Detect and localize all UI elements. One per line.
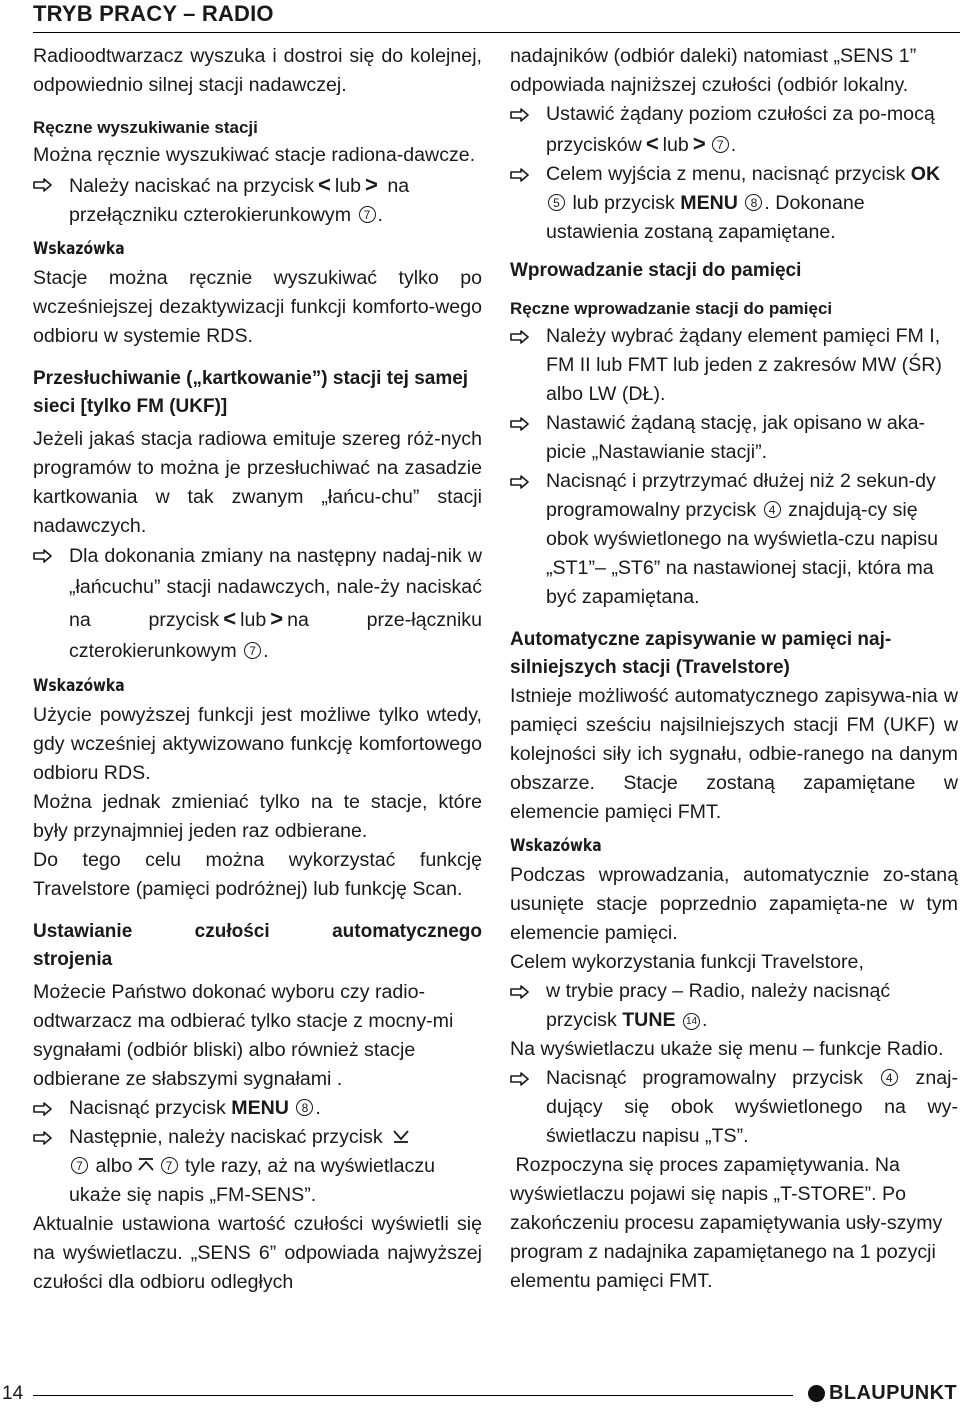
note-text: Użycie powyższej funkcji jest możliwe tylko wtedy, gdy wcześniej aktywizowano funkcję komfortowego odbioru RDS. [33, 704, 482, 784]
sensitivity-text-2: Aktualnie ustawiona wartość czułości wyświetli się na wyświetlaczu. „SENS 6” odpowiada najwyższej czułości dla odbioru odległych [33, 1213, 482, 1293]
right-column [510, 42, 958, 1296]
travelstore-text-2: Celem wykorzystania funkcji Travelstore, [510, 951, 864, 973]
sensitivity-bullet-menu: Nacisnąć przycisk MENU 8 . [33, 1094, 482, 1123]
button-8-badge: 8 [745, 194, 762, 211]
travelstore-bullet-tune: w trybie pracy – Radio, należy nacisnąć przycisk TUNE 14 . [510, 977, 958, 1035]
brand-dot-icon [808, 1385, 825, 1402]
sensitivity-bullet-nav: Następnie, należy naciskać przycisk 7 albo 7 tyle razy, aż na wyświetlaczu ukaże się napis „FM-SENS”. [33, 1123, 482, 1210]
exit-menu-bullet: Celem wyjścia z menu, nacisnąć przycisk OK 5 lub przycisk MENU 8 . Dokonane ustawienia zostaną zapamiętane. [510, 160, 958, 247]
button-8-badge: 8 [296, 1099, 313, 1116]
scan-bullet: Dla dokonania zmiany na następny nadaj-nik w „łańcuchu” stacji nadawczych, nale-ży naciskać na przycisk < lub > na prze-łączniku czterokierunkowym 7 . [33, 541, 482, 667]
note-label: Wskazówka [33, 239, 125, 259]
manual-search-heading: Ręczne wyszukiwanie stacji [33, 118, 258, 137]
hand-arrow-icon [510, 409, 546, 438]
note-label: Wskazówka [510, 836, 602, 856]
manual-search-bullet: Należy naciskać na przycisk < lub > na przełączniku czterokierunkowym 7 . [33, 170, 482, 230]
right-chevron-icon: > [365, 172, 378, 197]
page-header [33, 0, 960, 33]
button-7-badge: 7 [71, 1157, 88, 1174]
note-text: Podczas wprowadzania, automatycznie zo-staną usunięte stacje poprzednio zapamięta-ne w tym elemencie pamięci. [510, 864, 958, 944]
button-4-badge: 4 [881, 1069, 898, 1086]
memory-bullet-1: Należy wybrać żądany element pamięci FM I, FM II lub FMT lub jeden z zakresów MW (ŚR) albo LW (DŁ). [510, 322, 958, 409]
intro-text: Radioodtwarzacz wyszuka i dostroi się do kolejnej, odpowiednio silnej stacji nadawczej. [33, 45, 482, 96]
up-arrow-icon [137, 1155, 155, 1177]
travelstore-text-3: Na wyświetlaczu ukaże się menu – funkcje Radio. [510, 1038, 944, 1060]
menu-key-label: MENU [680, 192, 738, 214]
note-label: Wskazówka [33, 676, 125, 696]
sensitivity-level-bullet: Ustawić żądany poziom czułości za po-mocą przycisków < lub > 7 . [510, 100, 958, 160]
sensitivity-text: Możecie Państwo dokonać wyboru czy radio-odtwarzacz ma odbierać tylko stacje z mocny-mi sygnałami (odbiór bliski) albo również stacje odbierane ze słabszymi sygnałami . [33, 981, 454, 1090]
right-chevron-icon: > [692, 131, 706, 156]
hand-arrow-icon [510, 160, 546, 189]
button-7-badge: 7 [161, 1157, 178, 1174]
page-title: TRYB PRACY – RADIO [33, 1, 274, 26]
sensitivity-heading: Ustawianie czułości automatycznego strojenia [33, 921, 482, 970]
hand-arrow-icon [33, 1094, 69, 1123]
hand-arrow-icon [33, 170, 69, 199]
button-14-badge: 14 [683, 1013, 700, 1030]
right-chevron-icon: > [270, 606, 284, 631]
button-5-badge: 5 [548, 194, 565, 211]
note-text-2: Można jednak zmieniać tylko na te stacje, które były przynajmniej jeden raz odbierane. [33, 791, 482, 842]
hand-arrow-icon [510, 467, 546, 496]
note-text-3: Do tego celu można wykorzystać funkcję Travelstore (pamięci podróżnej) lub funkcję Scan. [33, 849, 482, 900]
brand-name: BLAUPUNKT [829, 1382, 958, 1404]
hand-arrow-icon [510, 322, 546, 351]
page-number: 14 [2, 1383, 24, 1404]
button-7-badge: 7 [244, 642, 261, 659]
travelstore-text: Istnieje możliwość automatycznego zapisywa-nia w pamięci sześciu najsilniejszych stacji FM (UKF) w kolejności siły ich sygnału, odbie-ranego na danym obszarze. Stacje zostaną zapamiętane w elemencie pamięci FMT. [510, 685, 958, 823]
button-7-badge: 7 [359, 206, 376, 223]
travelstore-text-4: Rozpoczyna się proces zapamiętywania. Na wyświetlaczu pojawi się napis „T-STORE”. Po zakończeniu procesu zapamiętywania usły-szymy program z nadajnika zapamiętanego na 1 pozycji elementu pamięci FMT. [510, 1154, 948, 1292]
memory-heading: Wprowadzanie stacji do pamięci [510, 260, 802, 281]
scan-text: Jeżeli jakaś stacja radiowa emituje szereg róż-nych programów to można je przesłuchiwać na zasadzie kartkowania w tak zwanym „łańcu-chu” stacji nadawczych. [33, 428, 482, 537]
left-chevron-icon: < [223, 606, 237, 631]
tune-key-label: TUNE [622, 1009, 676, 1031]
travelstore-heading: Automatyczne zapisywanie w pamięci naj-silniejszych stacji (Travelstore) [510, 629, 892, 678]
hand-arrow-icon [510, 977, 546, 1006]
manual-memory-subheading: Ręczne wprowadzanie stacji do pamięci [510, 299, 833, 318]
button-4-badge: 4 [764, 501, 781, 518]
hand-arrow-icon [510, 1064, 546, 1093]
travelstore-bullet-ts: Nacisnąć programowalny przycisk 4 znaj-dujący się obok wyświetlonego na wy-świetlaczu napisu „TS”. [510, 1064, 958, 1151]
brand-logo [808, 1382, 957, 1405]
sensitivity-continued: nadajników (odbiór daleki) natomiast „SENS 1” odpowiada najniższej czułości (odbiór lokalny. [510, 45, 917, 96]
menu-key-label: MENU [231, 1097, 289, 1119]
ok-key-label: OK [910, 163, 941, 185]
left-column [33, 42, 482, 1297]
left-chevron-icon: < [645, 131, 659, 156]
hand-arrow-icon [33, 541, 69, 570]
memory-bullet-3: Nacisnąć i przytrzymać dłużej niż 2 sekun-dy programowalny przycisk 4 znajdują-cy się obok wyświetlonego na wyświetla-czu napisu „ST1”– „ST6” na nastawionej stacji, która ma być zapamiętana. [510, 467, 958, 612]
footer-divider [33, 1395, 793, 1396]
left-chevron-icon: < [318, 172, 331, 197]
memory-bullet-2: Nastawić żądaną stację, jak opisano w aka-picie „Nastawianie stacji”. [510, 409, 958, 467]
button-7-badge: 7 [712, 136, 729, 153]
scan-heading: Przesłuchiwanie („kartkowanie”) stacji tej samej sieci [tylko FM (UKF)] [33, 368, 469, 417]
hand-arrow-icon [510, 100, 546, 129]
manual-search-text: Można ręcznie wyszukiwać stacje radiona-dawcze. [33, 144, 476, 166]
hand-arrow-icon [33, 1123, 69, 1152]
note-text: Stacje można ręcznie wyszukiwać tylko po wcześniejszej dezaktywizacji funkcji komforto-wego odbioru w systemie RDS. [33, 267, 482, 347]
down-arrow-icon [392, 1126, 410, 1148]
